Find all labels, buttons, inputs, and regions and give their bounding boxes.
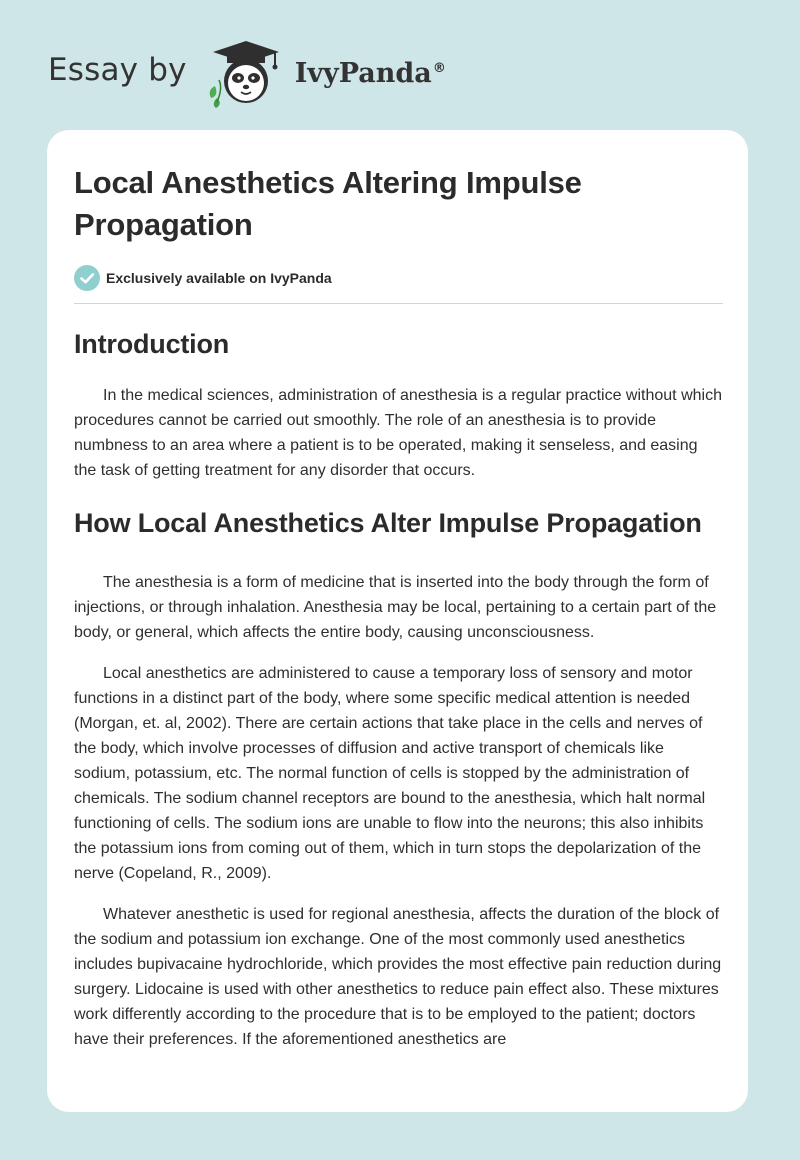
essay-card bbox=[47, 130, 748, 1112]
ivypanda-logo-icon[interactable] bbox=[201, 36, 291, 108]
essay-title: Local Anesthetics Altering Impulse Propagation bbox=[74, 165, 582, 242]
paragraph: The anesthesia is a form of medicine that is inserted into the body through the form of injections, or through inhalation. Anesthesia may be local, pertaining to a certain part of the body, or general, which affects the entire body, causing unconsciousness. bbox=[74, 574, 717, 641]
title-divider bbox=[74, 303, 723, 304]
check-circle-icon bbox=[74, 265, 100, 291]
paragraph: In the medical sciences, administration of anesthesia is a regular practice without which procedures cannot be carried out smoothly. The role of an anesthesia is to provide numbness to an area where a patient is to be operated, making it senseless, and easing the task of getting treatment for any disorder that occurs. bbox=[74, 387, 722, 479]
site-header bbox=[48, 36, 446, 108]
essay-content bbox=[74, 162, 723, 1052]
exclusive-badge-text: Exclusively available on IvyPanda bbox=[106, 270, 332, 286]
paragraph: Local anesthetics are administered to cause a temporary loss of sensory and motor functions in a distinct part of the body, where some specific medical attention is needed (Morgan, et. al, 2002). There are certain actions that take place in the cells and nerves of the body, which involve processes of diffusion and active transport of chemicals like sodium, potassium, etc. The normal function of cells is stopped by the administration of chemicals. The sodium channel receptors are bound to the anesthesia, which halt normal functioning of cells. The sodium ions are unable to flow into the neurons; this also inhibits the potassium ions from coming out of them, which in turn stops the depolarization of the nerve (Copeland, R., 2009). bbox=[74, 665, 706, 882]
paragraph: Whatever anesthetic is used for regional anesthesia, affects the duration of the block of the sodium and potassium ion exchange. One of the most commonly used anesthetics includes bupivacaine hydrochloride, which provides the most effective pain reduction during surgery. Lidocaine is used with other anesthetics to reduce pain effect also. These mixtures work differently according to the procedure that is to be employed to the patient; doctors have their preferences. If the aforementioned anesthetics are bbox=[74, 906, 722, 1048]
registered-mark: ® bbox=[432, 60, 446, 76]
section-heading-impulse-propagation: How Local Anesthetics Alter Impulse Propagation bbox=[74, 508, 702, 538]
essay-by-label: Essay by bbox=[48, 52, 187, 88]
section-heading-introduction: Introduction bbox=[74, 329, 230, 359]
exclusive-badge bbox=[74, 265, 723, 291]
ivypanda-wordmark: IvyPanda® bbox=[294, 57, 446, 89]
